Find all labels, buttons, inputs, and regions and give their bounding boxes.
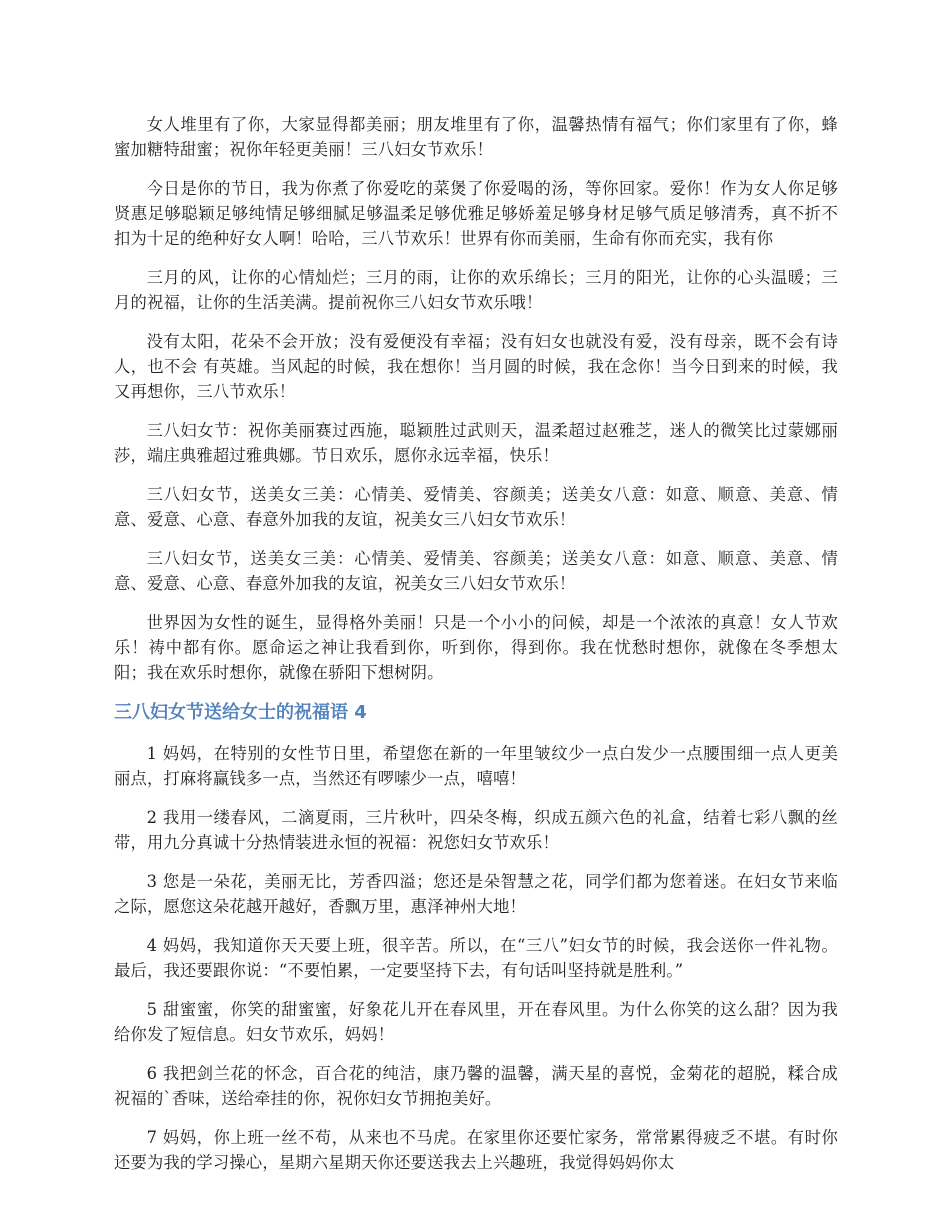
paragraph: 没有太阳，花朵不会开放；没有爱便没有幸福；没有妇女也就没有爱，没有母亲，既不会有诗人，也不会 有英雄。当风起的时候，我在想你！当月圆的时候，我在念你！当今日到来的时候，我又再想你，三八节欢乐！ [114, 332, 838, 401]
paragraph: 三八妇女节，送美女三美：心情美、爱情美、容颜美；送美女八意：如意、顺意、美意、情意、爱意、心意、春意外加我的友谊，祝美女三八妇女节欢乐！ [114, 485, 838, 529]
paragraph: 1 妈妈，在特别的女性节日里，希望您在新的一年里皱纹少一点白发少一点腰围细一点人更美丽点，打麻将赢钱多一点，当然还有啰嗦少一点，嘻嘻！ [114, 744, 838, 788]
section-heading: 三八妇女节送给女士的祝福语 4 [114, 702, 367, 723]
paragraph: 三八妇女节，送美女三美：心情美、爱情美、容颜美；送美女八意：如意、顺意、美意、情意、爱意、心意、春意外加我的友谊，祝美女三八妇女节欢乐！ [114, 549, 838, 593]
paragraph: 三八妇女节：祝你美丽赛过西施，聪颖胜过武则天，温柔超过赵雅芝，迷人的微笑比过蒙娜丽莎，端庄典雅超过雅典娜。节日欢乐，愿你永远幸福，快乐！ [114, 421, 838, 465]
paragraph: 2 我用一缕春风，二滴夏雨，三片秋叶，四朵冬梅，织成五颜六色的礼盒，结着七彩八飘的丝带，用九分真诚十分热情装进永恒的祝福：祝您妇女节欢乐！ [114, 808, 838, 852]
paragraph: 5 甜蜜蜜，你笑的甜蜜蜜，好象花儿开在春风里，开在春风里。为什么你笑的这么甜？因为我给你发了短信息。妇女节欢乐，妈妈！ [114, 1000, 838, 1044]
paragraph: 6 我把剑兰花的怀念，百合花的纯洁，康乃馨的温馨，满天星的喜悦，金菊花的超脱，糅合成祝福的`香味，送给牵挂的你，祝你妇女节拥抱美好。 [114, 1064, 838, 1108]
paragraph: 3 您是一朵花，美丽无比，芳香四溢；您还是朵智慧之花，同学们都为您着迷。在妇女节来临之际，愿您这朵花越开越好，香飘万里，惠泽神州大地！ [114, 872, 838, 916]
paragraph: 女人堆里有了你，大家显得都美丽；朋友堆里有了你，温馨热情有福气；你们家里有了你，蜂蜜加糖特甜蜜；祝你年轻更美丽！三八妇女节欢乐！ [114, 115, 838, 159]
paragraph: 7 妈妈，你上班一丝不苟，从来也不马虎。在家里你还要忙家务，常常累得疲乏不堪。有时你还要为我的学习操心，星期六星期天你还要送我去上兴趣班，我觉得妈妈你太 [114, 1128, 838, 1172]
paragraph: 今日是你的节日，我为你煮了你爱吃的菜煲了你爱喝的汤，等你回家。爱你！作为女人你足够贤惠足够聪颖足够纯情足够细腻足够温柔足够优雅足够娇羞足够身材足够气质足够清秀，真不折不扣为十足的绝种好女人啊！哈哈，三八节欢乐！世界有你而美丽，生命有你而充实，我有你 [114, 179, 838, 248]
paragraph: 三月的风，让你的心情灿烂；三月的雨，让你的欢乐绵长；三月的阳光，让你的心头温暖；三月的祝福，让你的生活美满。提前祝你三八妇女节欢乐哦！ [114, 268, 838, 312]
paragraph: 世界因为女性的诞生，显得格外美丽！只是一个小小的问候，却是一个浓浓的真意！女人节欢乐！祷中都有你。愿命运之神让我看到你，听到你，得到你。我在忧愁时想你，就像在冬季想太阳；我在欢乐时想你，就像在骄阳下想树阴。 [114, 613, 838, 682]
document-body [114, 112, 838, 1189]
paragraph: 4 妈妈，我知道你天天要上班，很辛苦。所以，在“三八”妇女节的时候，我会送你一件礼物。最后，我还要跟你说：“不要怕累，一定要坚持下去，有句话叫坚持就是胜利。” [114, 936, 838, 980]
